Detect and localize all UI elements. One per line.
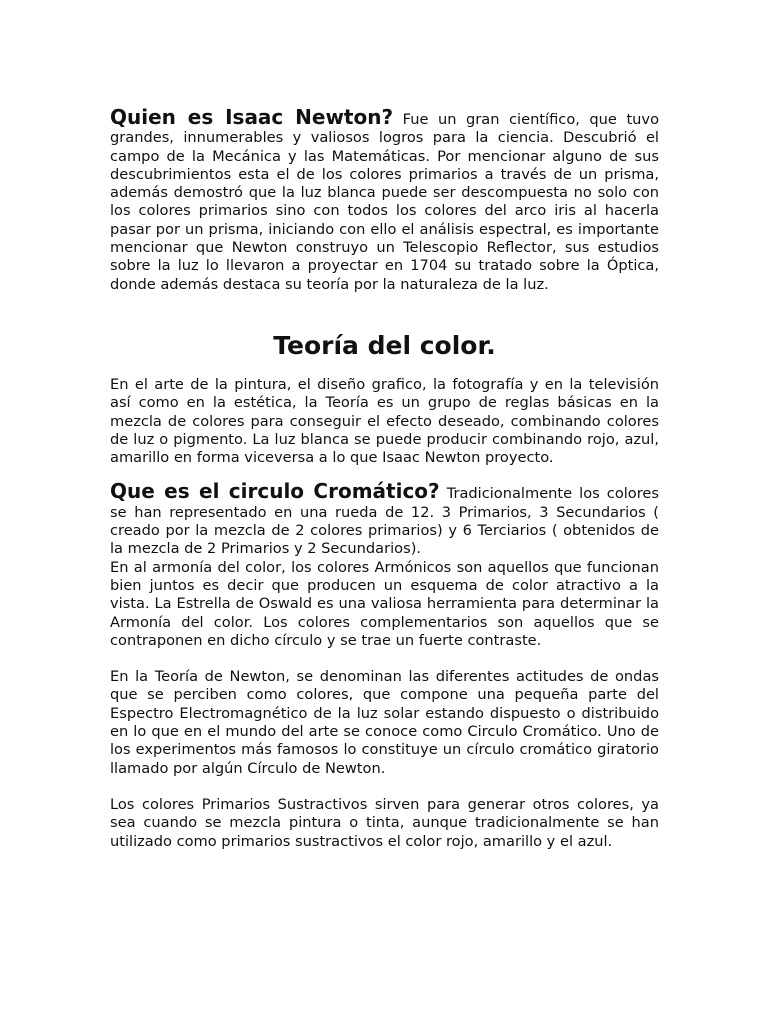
paragraph-teoria-newton: En la Teoría de Newton, se denominan las diferentes actitudes de ondas que se perciben como colores, que compone una pequeña parte del Espectro Electromagnético de la luz solar estando dispuesto o distribuido en lo que en el mundo del arte se conoce como Circulo Cromático. Uno de los experimentos más famosos lo constituye un círculo cromático giratorio llamado por algún Círculo de Newton. [110, 668, 659, 777]
paragraph-circulo-text: Tradicionalmente los colores se han representado en una rueda de 12. 3 Primarios, 3 Secundarios ( creado por la mezcla de 2 colores primarios) y 6 Terciarios ( obtenidos de la mezcla de 2 Primarios y 2 Secundarios). [110, 485, 659, 558]
paragraph-teoria: En el arte de la pintura, el diseño grafico, la fotografía y en la televisión así como en la estética, la Teoría es un grupo de reglas básicas en la mezcla de colores para conseguir el efecto deseado, combinando colores de luz o pigmento. La luz blanca se puede producir combinando rojo, azul, amarillo en forma viceversa a lo que Isaac Newton proyecto. [110, 375, 659, 467]
paragraph-sustractivos: Los colores Primarios Sustractivos sirven para generar otros colores, ya sea cuando se mezcla pintura o tinta, aunque tradicionalmente se han utilizado como primarios sustractivos el color rojo, amarillo y el azul. [110, 795, 659, 850]
heading-circulo-cromatico: Que es el circulo Cromático? [110, 479, 440, 504]
paragraph-newton [110, 105, 659, 294]
paragraph-armonia: En al armonía del color, los colores Armónicos son aquellos que funcionan bien juntos es decir que producen un esquema de color atractivo a la vista. La Estrella de Oswald es una valiosa herramienta para determinar la Armonía del color. Los colores complementarios son aquellos que se contraponen en dicho círculo y se trae un fuerte contraste. [110, 558, 659, 649]
document-title: Teoría del color. [273, 330, 496, 360]
heading-quien-es-newton: Quien es Isaac Newton? [110, 105, 394, 129]
paragraph-newton-text: Fue un gran científico, que tuvo grandes, innumerables y valiosos logros para la ciencia. Descubrió el campo de la Mecánica y las Matemáticas. Por mencionar alguno de sus descubrimientos esta el de los colores primarios a través de un prisma, además demostró que la luz blanca puede ser descompuesta no solo con los colores primarios sino con todos los colores del arco iris al hacerla pasar por un prisma, iniciando con ello el análisis espectral, es importante mencionar que Newton construyo un Telescopio Reflector, sus estudios sobre la luz lo llevaron a proyectar en 1704 su tratado sobre la Óptica, donde además destaca su teoría por la naturaleza de la luz. [110, 111, 659, 293]
document-page [110, 105, 659, 851]
paragraph-circulo [110, 479, 659, 558]
